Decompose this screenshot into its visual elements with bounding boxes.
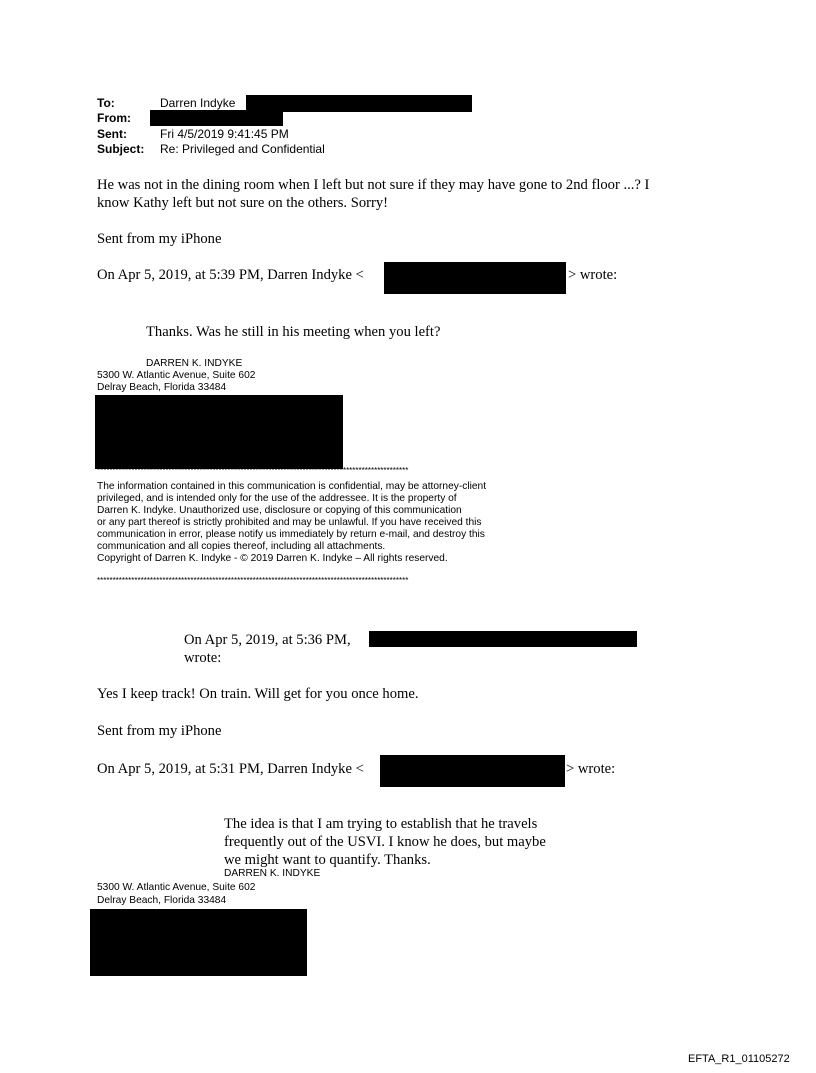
message-line: Yes I keep track! On train. Will get for you once home. (97, 686, 419, 702)
disclaimer-line: Copyright of Darren K. Indyke - © 2019 Darren K. Indyke – All rights reserved. (97, 553, 448, 564)
sent-from-line: Sent from my iPhone (97, 231, 222, 247)
sent-value: Fri 4/5/2019 9:41:45 PM (160, 127, 289, 141)
subject-value: Re: Privileged and Confidential (160, 142, 325, 156)
signature-address-line: Delray Beach, Florida 33484 (97, 382, 227, 393)
signature-address-line: 5300 W. Atlantic Avenue, Suite 602 (97, 370, 256, 381)
quote-intro-end: > wrote: (568, 267, 618, 283)
quote-text: Thanks. Was he still in his meeting when you left? (146, 324, 441, 340)
disclaimer-stars-top: **************************************************************************************************** (97, 466, 409, 475)
redaction-signature (90, 909, 307, 976)
document-id: EFTA_R1_01105272 (688, 1053, 790, 1065)
subject-label: Subject: (97, 142, 145, 156)
signature-address-line: 5300 W. Atlantic Avenue, Suite 602 (97, 882, 256, 893)
quote-text: we might want to quantify. Thanks. (224, 852, 431, 868)
quote-intro-end: wrote: (184, 650, 222, 666)
from-label: From: (97, 111, 131, 125)
disclaimer-line: communication and all copies thereof, including all attachments. (97, 541, 386, 552)
disclaimer-line: privileged, and is intended only for the use of the addressee. It is the property of (97, 493, 457, 504)
sent-from-line: Sent from my iPhone (97, 723, 222, 739)
quote-text: The idea is that I am trying to establish that he travels (224, 816, 538, 832)
disclaimer-line: Darren K. Indyke. Unauthorized use, disclosure or copying of this communication (97, 505, 462, 516)
message-line: He was not in the dining room when I left but not sure if they may have gone to 2nd floor ...? I (97, 177, 650, 193)
quote-intro-end: > wrote: (566, 761, 616, 777)
quote-text: frequently out of the USVI. I know he does, but maybe (224, 834, 546, 850)
redaction-email (384, 262, 566, 294)
quote-intro: On Apr 5, 2019, at 5:31 PM, Darren Indyke < (97, 761, 364, 777)
disclaimer-line: communication in error, please notify us immediately by return e-mail, and destroy this (97, 529, 485, 540)
redaction-email (380, 755, 565, 787)
signature-address-line: Delray Beach, Florida 33484 (97, 895, 227, 906)
signature-name: DARREN K. INDYKE (224, 868, 321, 879)
quote-intro: On Apr 5, 2019, at 5:39 PM, Darren Indyke < (97, 267, 364, 283)
to-value: Darren Indyke (160, 96, 236, 110)
disclaimer-line: or any part thereof is strictly prohibited and may be unlawful. If you have received this (97, 517, 482, 528)
redaction-from (150, 110, 283, 126)
redaction-signature (95, 395, 343, 469)
sent-label: Sent: (97, 127, 127, 141)
signature-name: DARREN K. INDYKE (146, 358, 243, 369)
redaction-email (369, 631, 637, 647)
disclaimer-line: The information contained in this communication is confidential, may be attorney-client (97, 481, 487, 492)
message-line: know Kathy left but not sure on the others. Sorry! (97, 195, 389, 211)
quote-intro: On Apr 5, 2019, at 5:36 PM, (184, 632, 351, 648)
to-label: To: (97, 96, 115, 110)
disclaimer-stars-bottom: **************************************************************************************************** (97, 576, 409, 585)
